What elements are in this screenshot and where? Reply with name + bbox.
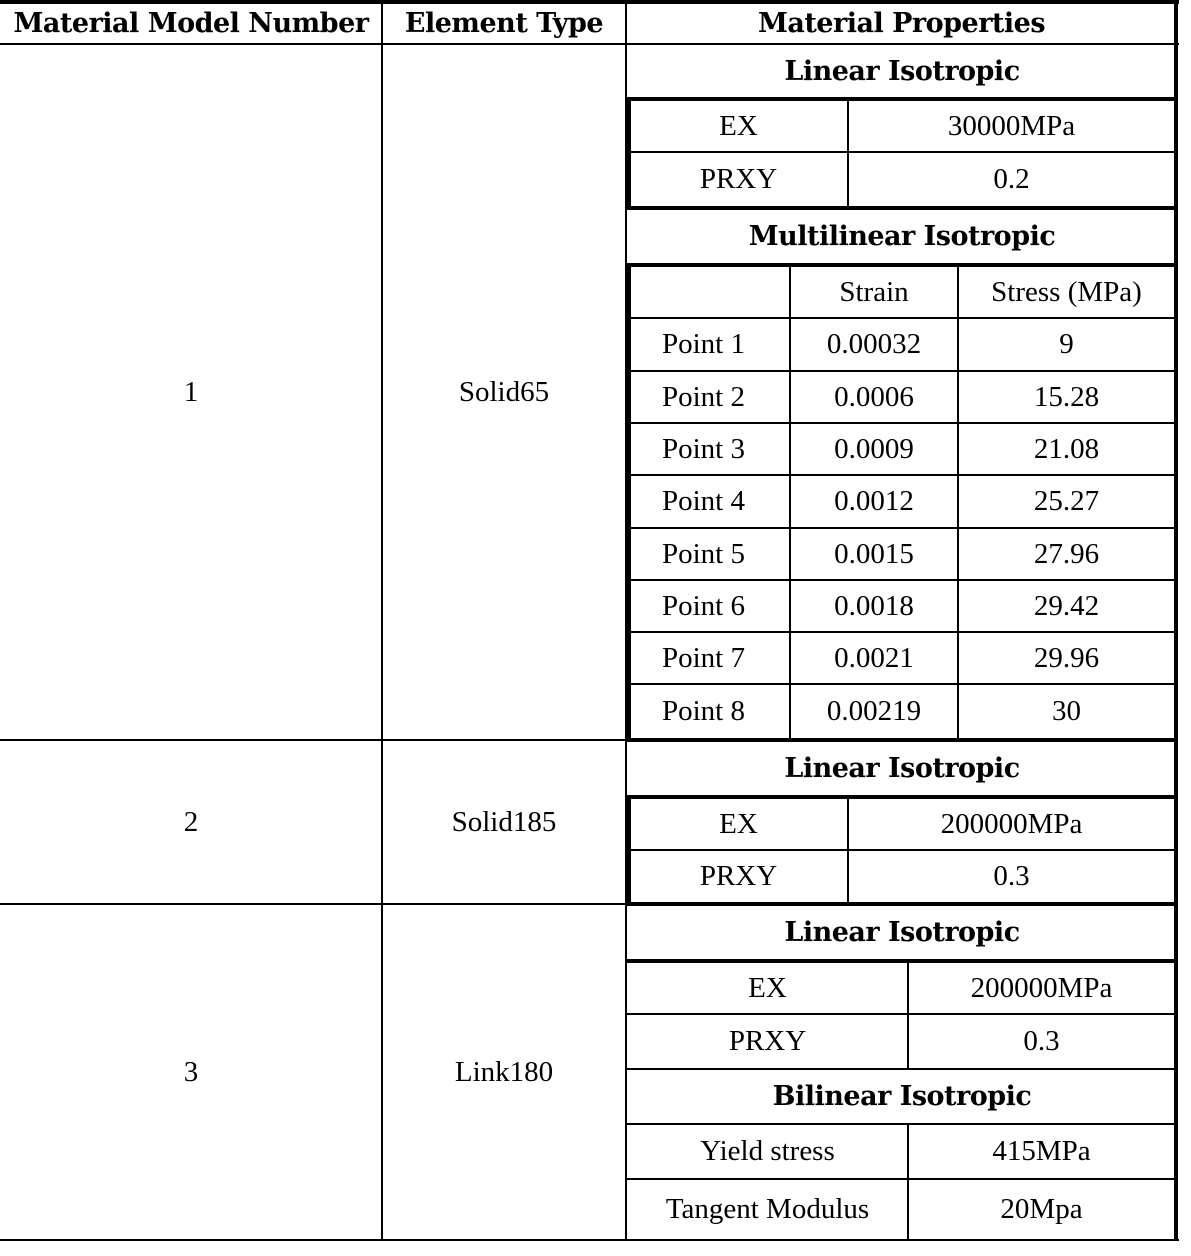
m3-tangent-modulus-value: 20Mpa xyxy=(1000,1193,1083,1225)
header-element-type: Element Type xyxy=(404,7,604,39)
point-stress: 29.96 xyxy=(1033,641,1100,674)
m3-linear-isotropic-title: Linear Isotropic xyxy=(784,917,1020,948)
material-3-number: 3 xyxy=(183,1055,199,1088)
m3-yield-stress-label: Yield stress xyxy=(700,1135,835,1167)
m3-prxy-label: PRXY xyxy=(728,1025,807,1057)
m3-ex-label: EX xyxy=(748,971,787,1004)
m2-ex-label: EX xyxy=(719,807,758,840)
point-label: Point 2 xyxy=(662,380,745,413)
m3-bilinear-isotropic-title: Bilinear Isotropic xyxy=(772,1081,1032,1112)
point-strain: 0.0006 xyxy=(834,380,914,413)
point-strain: 0.0021 xyxy=(834,641,914,674)
m1-mli-col-strain: Strain xyxy=(839,275,909,308)
m3-yield-stress-value: 415MPa xyxy=(992,1135,1091,1167)
point-stress: 21.08 xyxy=(1033,432,1100,465)
point-strain: 0.0015 xyxy=(834,537,914,570)
m3-ex-value: 200000MPa xyxy=(970,971,1113,1004)
point-label: Point 7 xyxy=(662,641,745,674)
header-material-model-number: Material Model Number xyxy=(13,7,369,39)
m2-prxy-value: 0.3 xyxy=(993,860,1030,892)
point-stress: 9 xyxy=(1059,328,1074,360)
point-stress: 25.27 xyxy=(1033,485,1100,517)
point-stress: 15.28 xyxy=(1033,380,1100,413)
m1-mli-col-stress: Stress (MPa) xyxy=(991,275,1142,308)
point-label: Point 8 xyxy=(662,695,745,727)
m1-multilinear-isotropic-title: Multilinear Isotropic xyxy=(748,221,1056,252)
m1-ex-value: 30000MPa xyxy=(947,109,1076,142)
m2-linear-isotropic-title: Linear Isotropic xyxy=(784,753,1020,784)
m2-prxy-label: PRXY xyxy=(699,860,778,892)
table-border-bottom xyxy=(0,1239,1179,1241)
m1-linear-isotropic-title: Linear Isotropic xyxy=(784,55,1020,87)
point-label: Point 5 xyxy=(662,537,745,570)
m1-prxy-label: PRXY xyxy=(699,163,778,195)
material-1-number: 1 xyxy=(183,375,199,408)
m1-ex-label: EX xyxy=(719,109,758,142)
point-strain: 0.00032 xyxy=(826,328,922,360)
m1-mli-col-blank xyxy=(630,267,789,317)
point-stress: 27.96 xyxy=(1033,537,1100,570)
material-2-element-type: Solid185 xyxy=(451,805,557,838)
m1-prxy-value: 0.2 xyxy=(993,163,1030,195)
m3-prxy-value: 0.3 xyxy=(1023,1025,1060,1057)
m2-ex-value: 200000MPa xyxy=(940,807,1083,840)
point-strain: 0.0018 xyxy=(834,589,914,622)
m3-tangent-modulus-label: Tangent Modulus xyxy=(665,1193,870,1225)
point-strain: 0.0012 xyxy=(834,485,914,517)
point-label: Point 1 xyxy=(662,328,745,360)
header-material-properties: Material Properties xyxy=(757,7,1046,39)
point-strain: 0.0009 xyxy=(834,432,914,465)
point-stress: 29.42 xyxy=(1033,589,1100,622)
material-2-number: 2 xyxy=(183,805,199,838)
point-strain: 0.00219 xyxy=(826,695,922,727)
material-3-element-type: Link180 xyxy=(454,1055,554,1088)
material-1-element-type: Solid65 xyxy=(458,375,550,408)
table-border-right xyxy=(1174,0,1178,1241)
point-label: Point 3 xyxy=(662,432,745,465)
point-label: Point 6 xyxy=(662,589,745,622)
point-stress: 30 xyxy=(1052,695,1081,727)
point-label: Point 4 xyxy=(662,485,745,517)
